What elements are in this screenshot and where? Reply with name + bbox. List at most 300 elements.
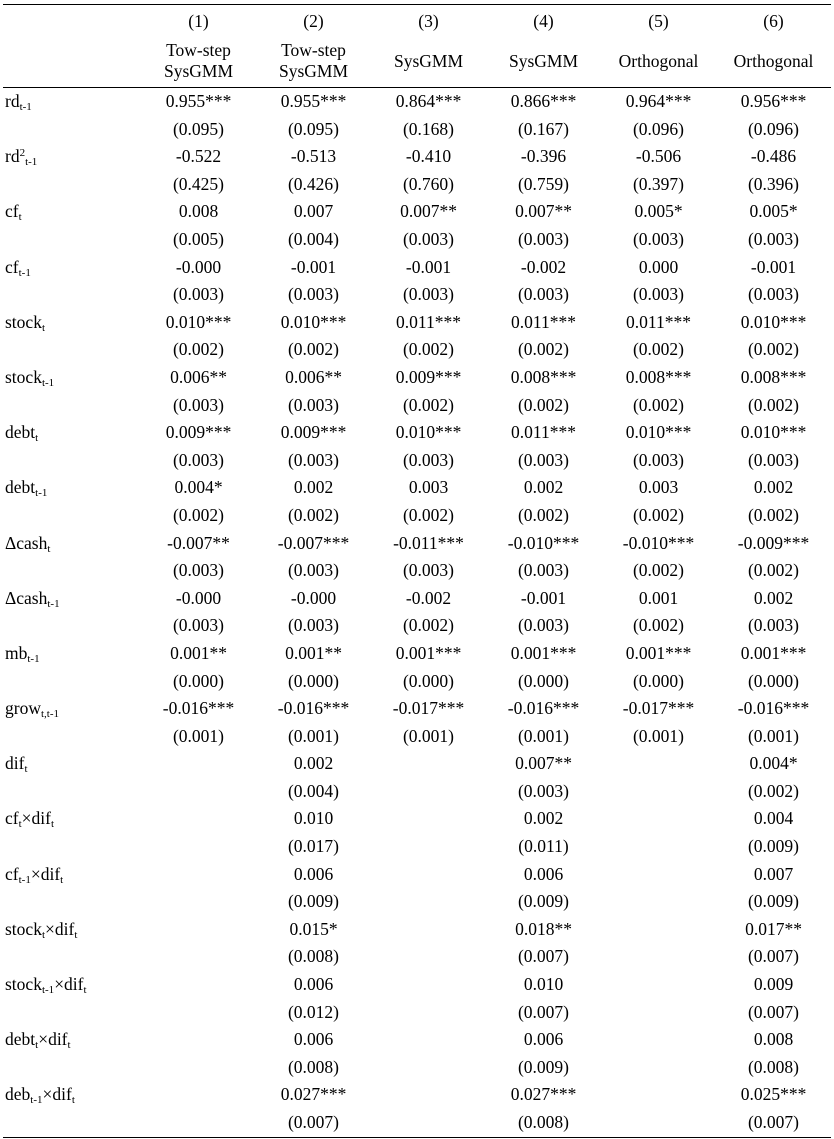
standard-error-cell: (0.008) [287, 946, 340, 967]
standard-error-cell [371, 1054, 486, 1082]
variable-label-empty [3, 281, 141, 309]
coefficient-cell [601, 805, 716, 833]
standard-error-row [3, 1054, 831, 1082]
coefficient-cell: 0.006** [170, 366, 227, 387]
coefficient-cell: -0.010*** [622, 532, 695, 553]
coefficient-cell [371, 750, 486, 778]
standard-error-cell [141, 778, 256, 806]
standard-error-cell: (0.007) [716, 1109, 831, 1137]
coefficient-cell: -0.410 [405, 146, 452, 167]
variable-label [3, 916, 141, 944]
standard-error-cell: (0.007) [747, 1001, 800, 1022]
label-text: dif [5, 753, 25, 774]
coefficient-row [3, 1081, 831, 1109]
variable-label-empty [3, 116, 141, 144]
standard-error-cell: (0.007) [517, 946, 570, 967]
coefficient-cell: 0.001** [285, 642, 342, 663]
variable-label [3, 805, 141, 833]
coefficient-cell: -0.396 [520, 146, 567, 167]
coefficient-cell: -0.011*** [393, 532, 464, 553]
label-text: deb [5, 1084, 31, 1105]
coefficient-row [3, 419, 831, 447]
label-subscript: t [50, 818, 55, 831]
regression-table [3, 4, 831, 1138]
standard-error-cell: (0.007) [747, 946, 800, 967]
standard-error-cell: (0.007) [256, 1109, 371, 1137]
standard-error-cell: (0.008) [287, 1056, 340, 1077]
standard-error-row [3, 281, 831, 309]
standard-error-cell: (0.003) [747, 229, 800, 250]
coefficient-cell [141, 750, 256, 778]
coefficient-cell: 0.956*** [740, 91, 807, 112]
standard-error-cell: (0.001) [287, 725, 340, 746]
coefficient-cell: 0.027*** [280, 1084, 347, 1105]
standard-error-cell: (0.096) [747, 118, 800, 139]
coefficient-cell: 0.027*** [510, 1084, 577, 1105]
standard-error-cell: (0.003) [747, 284, 800, 305]
standard-error-cell [371, 999, 486, 1027]
column-number: (1) [141, 5, 256, 36]
standard-error-cell: (0.003) [632, 284, 685, 305]
standard-error-row [3, 226, 831, 254]
label-subscript: t [18, 211, 22, 224]
coefficient-cell: -0.017*** [622, 698, 695, 719]
coefficient-cell [141, 1026, 256, 1054]
label-subscript: t [18, 818, 22, 831]
coefficient-cell: -0.486 [750, 146, 797, 167]
standard-error-row [3, 778, 831, 806]
variable-label [3, 1081, 141, 1109]
coefficient-cell: 0.001** [170, 642, 227, 663]
standard-error-cell [601, 833, 716, 861]
coefficient-cell: 0.009*** [395, 366, 462, 387]
coefficient-cell: 0.010*** [280, 311, 347, 332]
coefficient-cell: -0.016*** [737, 698, 810, 719]
label-text: cf [5, 863, 19, 884]
label-subscript: t [83, 984, 87, 997]
coefficient-cell: -0.016*** [277, 698, 350, 719]
standard-error-cell: (0.003) [632, 449, 685, 470]
column-name-line1: SysGMM [508, 50, 579, 71]
column-name [371, 35, 486, 88]
coefficient-cell: 0.011*** [511, 311, 576, 332]
coefficient-cell: 0.003 [408, 477, 449, 498]
variable-label-empty [3, 392, 141, 420]
standard-error-cell: (0.003) [632, 229, 685, 250]
standard-error-cell: (0.003) [402, 449, 455, 470]
variable-label-empty [3, 502, 141, 530]
label-subscript: t-1 [19, 101, 32, 114]
variable-label [3, 143, 141, 171]
coefficient-row [3, 916, 831, 944]
column-name-line2: SysGMM [163, 61, 234, 81]
standard-error-cell: (0.001) [517, 725, 570, 746]
standard-error-cell: (0.000) [402, 670, 455, 691]
standard-error-row [3, 667, 831, 695]
variable-label-empty [3, 171, 141, 199]
standard-error-cell: (0.002) [402, 615, 455, 636]
coefficient-cell [141, 916, 256, 944]
coefficient-row [3, 88, 831, 116]
label-text: ×dif [38, 1029, 68, 1050]
label-subscript: t-1 [18, 266, 31, 279]
standard-error-cell: (0.003) [172, 615, 225, 636]
column-name [141, 35, 256, 88]
label-text: cf [5, 256, 19, 277]
standard-error-cell: (0.002) [517, 504, 570, 525]
label-text: stock [5, 974, 42, 995]
standard-error-cell: (0.003) [517, 284, 570, 305]
coefficient-cell: 0.009 [753, 974, 794, 995]
standard-error-cell: (0.760) [402, 173, 455, 194]
standard-error-cell: (0.002) [747, 780, 800, 801]
label-text: cf [5, 808, 19, 829]
coefficient-cell [371, 971, 486, 999]
column-name-line1: Orthogonal [733, 50, 814, 71]
column-name [601, 35, 716, 88]
coefficient-row [3, 750, 831, 778]
standard-error-cell [141, 833, 256, 861]
label-text: ×dif [42, 1084, 72, 1105]
standard-error-cell: (0.167) [517, 118, 570, 139]
standard-error-cell: (0.003) [172, 560, 225, 581]
coefficient-cell [141, 971, 256, 999]
coefficient-cell: 0.006 [293, 974, 334, 995]
label-subscript: t-1 [41, 376, 55, 389]
standard-error-cell [601, 943, 716, 971]
standard-error-cell: (0.002) [287, 339, 340, 360]
coefficient-cell: 0.004 [753, 808, 794, 829]
coefficient-cell: 0.955*** [280, 91, 347, 112]
column-name-row [3, 35, 831, 88]
variable-label [3, 364, 141, 392]
label-text: ×dif [30, 863, 61, 884]
standard-error-row [3, 171, 831, 199]
variable-label-empty [3, 888, 141, 916]
coefficient-cell: 0.006 [293, 1029, 334, 1050]
coefficient-cell: 0.001 [638, 587, 679, 608]
coefficient-cell [371, 916, 486, 944]
stub-header [3, 5, 141, 36]
standard-error-cell [601, 778, 716, 806]
coefficient-cell: 0.010*** [395, 422, 462, 443]
coefficient-cell [141, 861, 256, 889]
standard-error-row [3, 447, 831, 475]
coefficient-row [3, 861, 831, 889]
coefficient-cell: 0.005* [634, 201, 683, 222]
coefficient-cell [371, 805, 486, 833]
standard-error-cell: (0.009) [747, 836, 800, 857]
stub-header-empty [3, 35, 141, 88]
coefficient-row [3, 143, 831, 171]
standard-error-cell [141, 943, 256, 971]
label-text: ×dif [21, 808, 51, 829]
coefficient-cell: 0.008 [753, 1029, 794, 1050]
label-subscript: t-1 [30, 1094, 43, 1107]
label-text: debt [5, 1029, 36, 1050]
standard-error-cell: (0.168) [402, 118, 455, 139]
label-subscript: t [71, 1094, 75, 1107]
standard-error-cell: (0.008) [486, 1109, 601, 1137]
column-name-line1: Tow-step [166, 40, 231, 60]
coefficient-cell: 0.011*** [626, 311, 691, 332]
table-body [3, 88, 831, 1138]
coefficient-cell: 0.001*** [740, 642, 807, 663]
standard-error-cell [601, 888, 716, 916]
coefficient-cell: 0.011*** [511, 422, 576, 443]
standard-error-cell [371, 888, 486, 916]
standard-error-cell: (0.003) [287, 560, 340, 581]
label-subscript: t [67, 1039, 71, 1052]
variable-label-empty [3, 447, 141, 475]
variable-label-empty [3, 612, 141, 640]
coefficient-row [3, 198, 831, 226]
standard-error-cell: (0.002) [747, 394, 800, 415]
standard-error-cell: (0.003) [517, 449, 570, 470]
standard-error-row [3, 999, 831, 1027]
standard-error-cell [141, 888, 256, 916]
standard-error-cell: (0.002) [402, 339, 455, 360]
coefficient-cell [601, 1081, 716, 1109]
coefficient-cell: -0.017*** [392, 698, 465, 719]
standard-error-cell: (0.096) [632, 118, 685, 139]
coefficient-cell: 0.007** [515, 753, 572, 774]
coefficient-cell [601, 750, 716, 778]
standard-error-cell: (0.002) [287, 504, 340, 525]
standard-error-cell: (0.003) [517, 560, 570, 581]
standard-error-cell [601, 999, 716, 1027]
standard-error-cell: (0.003) [172, 394, 225, 415]
coefficient-cell: 0.006 [293, 863, 334, 884]
coefficient-cell [141, 1081, 256, 1109]
standard-error-cell [371, 943, 486, 971]
variable-label [3, 1026, 141, 1054]
coefficient-cell: 0.008*** [510, 366, 577, 387]
column-number: (3) [371, 5, 486, 36]
coefficient-cell: 0.010*** [740, 311, 807, 332]
standard-error-cell: (0.002) [632, 339, 685, 360]
label-text: debt [5, 422, 36, 443]
coefficient-cell: 0.008*** [740, 366, 807, 387]
standard-error-cell: (0.003) [517, 229, 570, 250]
coefficient-cell: 0.018** [515, 918, 572, 939]
standard-error-row [3, 116, 831, 144]
standard-error-cell: (0.003) [517, 615, 570, 636]
variable-label [3, 530, 141, 558]
label-text: ×dif [54, 974, 84, 995]
standard-error-cell: (0.004) [287, 780, 340, 801]
coefficient-cell: 0.015* [289, 918, 338, 939]
label-subscript: t [60, 873, 64, 886]
label-subscript: t [41, 321, 46, 334]
label-subscript: t-1 [25, 156, 38, 169]
coefficient-cell: 0.004* [174, 477, 223, 498]
standard-error-cell: (0.396) [747, 173, 800, 194]
label-subscript: t-1 [41, 984, 55, 997]
standard-error-cell: (0.002) [402, 394, 455, 415]
standard-error-cell: (0.002) [632, 560, 685, 581]
label-subscript: t,t-1 [40, 708, 59, 721]
standard-error-cell: (0.011) [518, 836, 569, 857]
label-subscript: t [35, 432, 39, 445]
standard-error-cell: (0.002) [747, 339, 800, 360]
standard-error-cell: (0.008) [747, 1056, 800, 1077]
coefficient-cell: 0.007** [515, 201, 572, 222]
coefficient-cell: 0.864*** [395, 91, 462, 112]
coefficient-cell: 0.001*** [625, 642, 692, 663]
variable-label [3, 88, 141, 116]
coefficient-cell: 0.007 [293, 201, 334, 222]
variable-label-empty [3, 226, 141, 254]
variable-label-empty [3, 667, 141, 695]
standard-error-cell: (0.002) [517, 339, 570, 360]
column-name-line1: Tow-step [281, 40, 346, 60]
coefficient-cell: -0.002 [405, 587, 452, 608]
coefficient-cell: 0.005* [749, 201, 798, 222]
coefficient-row [3, 530, 831, 558]
coefficient-cell [601, 916, 716, 944]
label-subscript: t [74, 928, 78, 941]
coefficient-cell: 0.010 [293, 808, 334, 829]
standard-error-cell: (0.002) [747, 560, 800, 581]
standard-error-cell: (0.002) [517, 394, 570, 415]
coefficient-cell: 0.955*** [165, 91, 232, 112]
coefficient-cell: 0.008 [178, 201, 219, 222]
standard-error-cell: (0.000) [632, 670, 685, 691]
standard-error-cell [601, 1109, 716, 1137]
coefficient-cell: -0.016*** [162, 698, 235, 719]
standard-error-row [3, 943, 831, 971]
coefficient-cell: -0.007** [167, 532, 230, 553]
label-text: mb [5, 642, 28, 663]
standard-error-cell: (0.426) [287, 173, 340, 194]
standard-error-cell [371, 833, 486, 861]
coefficient-cell: 0.008*** [625, 366, 692, 387]
coefficient-cell [371, 1026, 486, 1054]
standard-error-cell: (0.005) [172, 229, 225, 250]
standard-error-cell: (0.002) [172, 339, 225, 360]
standard-error-cell [601, 1054, 716, 1082]
coefficient-cell: 0.964*** [625, 91, 692, 112]
standard-error-cell: (0.003) [402, 284, 455, 305]
coefficient-row [3, 640, 831, 668]
standard-error-cell: (0.003) [287, 615, 340, 636]
variable-label [3, 971, 141, 999]
coefficient-row [3, 309, 831, 337]
coefficient-cell: -0.001 [290, 256, 337, 277]
coefficient-cell: 0.003 [638, 477, 679, 498]
coefficient-cell: 0.017** [745, 918, 802, 939]
coefficient-cell [371, 861, 486, 889]
label-subscript: t-1 [27, 652, 40, 665]
label-subscript: t [47, 542, 51, 555]
variable-label [3, 419, 141, 447]
standard-error-cell: (0.002) [632, 394, 685, 415]
label-text: Δcash [5, 587, 48, 608]
coefficient-row [3, 364, 831, 392]
coefficient-cell: -0.001 [520, 587, 567, 608]
coefficient-cell [601, 861, 716, 889]
standard-error-cell: (0.001) [632, 725, 685, 746]
standard-error-cell: (0.003) [747, 449, 800, 470]
coefficient-cell: 0.002 [753, 477, 794, 498]
standard-error-cell: (0.425) [172, 173, 225, 194]
standard-error-row [3, 336, 831, 364]
coefficient-cell: -0.522 [175, 146, 222, 167]
coefficient-cell: 0.002 [293, 477, 334, 498]
variable-label-empty [3, 833, 141, 861]
coefficient-cell: 0.010*** [740, 422, 807, 443]
column-name-line1: Orthogonal [618, 50, 699, 71]
standard-error-cell: (0.001) [172, 725, 225, 746]
column-number: (5) [601, 5, 716, 36]
coefficient-cell [371, 1081, 486, 1109]
label-text: ×dif [45, 918, 75, 939]
column-number-row [3, 5, 831, 36]
standard-error-cell: (0.759) [517, 173, 570, 194]
standard-error-cell: (0.003) [172, 284, 225, 305]
coefficient-cell: 0.009*** [280, 422, 347, 443]
coefficient-row [3, 585, 831, 613]
label-text: stock [5, 918, 42, 939]
standard-error-cell: (0.003) [747, 615, 800, 636]
variable-label-empty [3, 1054, 141, 1082]
coefficient-cell: 0.002 [753, 587, 794, 608]
standard-error-cell: (0.017) [287, 836, 340, 857]
variable-label [3, 254, 141, 282]
coefficient-cell: 0.002 [523, 477, 564, 498]
coefficient-cell [601, 971, 716, 999]
coefficient-cell: -0.009*** [737, 532, 810, 553]
standard-error-row [3, 888, 831, 916]
label-subscript: t-1 [18, 873, 31, 886]
label-text: cf [5, 201, 19, 222]
standard-error-cell: (0.003) [287, 284, 340, 305]
standard-error-cell [141, 1109, 256, 1137]
variable-label-empty [3, 1109, 141, 1137]
coefficient-cell: -0.010*** [507, 532, 580, 553]
coefficient-cell: 0.002 [293, 753, 334, 774]
coefficient-cell: 0.001*** [510, 642, 577, 663]
coefficient-row [3, 474, 831, 502]
variable-label-empty [3, 778, 141, 806]
standard-error-cell: (0.009) [517, 1056, 570, 1077]
standard-error-cell: (0.000) [747, 670, 800, 691]
label-text: rd [5, 146, 20, 167]
variable-label [3, 695, 141, 723]
standard-error-cell: (0.001) [747, 725, 800, 746]
variable-label [3, 585, 141, 613]
standard-error-cell: (0.002) [632, 615, 685, 636]
column-number: (2) [256, 5, 371, 36]
coefficient-cell: -0.016*** [507, 698, 580, 719]
standard-error-cell: (0.009) [517, 891, 570, 912]
standard-error-cell: (0.000) [172, 670, 225, 691]
coefficient-cell: 0.001*** [395, 642, 462, 663]
standard-error-cell: (0.003) [172, 449, 225, 470]
variable-label-empty [3, 336, 141, 364]
standard-error-row [3, 557, 831, 585]
variable-label-empty [3, 723, 141, 751]
standard-error-cell: (0.003) [287, 449, 340, 470]
standard-error-cell: (0.009) [287, 891, 340, 912]
column-number: (6) [716, 5, 831, 36]
label-subscript: t [41, 928, 46, 941]
standard-error-cell: (0.000) [287, 670, 340, 691]
standard-error-cell: (0.095) [172, 118, 225, 139]
variable-label-empty [3, 943, 141, 971]
column-name [256, 35, 371, 88]
